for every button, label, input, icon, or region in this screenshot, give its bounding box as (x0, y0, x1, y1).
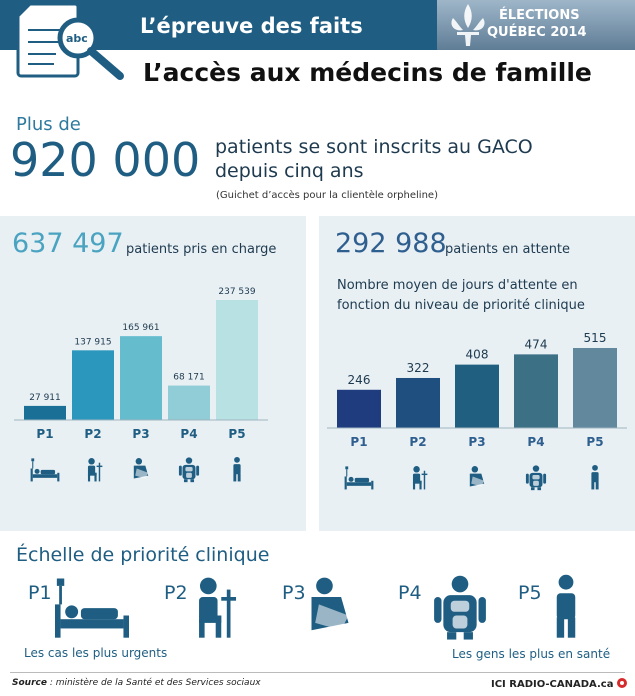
scale-person-icon (557, 575, 576, 638)
bar-P4 (168, 386, 210, 420)
bar-value-label: 322 (406, 360, 430, 375)
organs-icon (526, 465, 546, 490)
source-note (12, 678, 261, 688)
patients-taken-number: 637 497 (12, 228, 124, 259)
summary-text-line1: patients se sont inscrits au GACO (215, 136, 533, 158)
scale-level-p5: P5 (518, 582, 542, 604)
elections-line2: QUÉBEC 2014 (487, 25, 587, 40)
bar-P3 (455, 365, 499, 428)
scale-crutch-person-icon (199, 578, 236, 638)
bar-P3 (120, 336, 162, 420)
bar-P5 (216, 300, 258, 420)
summary-text-line2: depuis cinq ans (215, 160, 364, 182)
scale-level-p3: P3 (282, 582, 306, 604)
most-urgent-label: Les cas les plus urgents (24, 646, 168, 660)
arm-sling-icon (134, 458, 148, 479)
brand-text: ICI RADIO-CANADA.ca (491, 679, 614, 690)
source-text: : ministère de la Santé et des Services sociaux (46, 678, 261, 688)
bar-value-label: 408 (465, 347, 489, 362)
doc-icon-text: abc (66, 32, 88, 45)
bar-value-label: 474 (524, 337, 548, 352)
category-label: P1 (350, 435, 368, 449)
bar-value-label: 246 (347, 372, 371, 387)
scale-icons (0, 572, 635, 642)
bar-value-label: 165 961 (122, 323, 160, 334)
gem-icon (616, 677, 628, 689)
bar-value-label: 237 539 (218, 287, 256, 297)
document-search-icon (0, 0, 130, 80)
category-label: P5 (228, 427, 246, 441)
bar-value-label: 27 911 (29, 392, 61, 403)
category-label: P4 (180, 427, 198, 441)
bed-icon (31, 458, 60, 481)
bar-value-label: 515 (583, 331, 607, 345)
category-label: P3 (132, 427, 150, 441)
brand-logo (491, 677, 628, 690)
bar-P2 (396, 378, 440, 428)
bar-P2 (72, 350, 114, 420)
bar-P4 (514, 354, 558, 428)
organs-icon (179, 457, 199, 482)
category-label: P2 (409, 435, 427, 449)
elections-line1: ÉLECTIONS (499, 8, 580, 23)
crutch-person-icon (413, 466, 427, 489)
footer-divider (10, 672, 625, 673)
person-icon (233, 457, 240, 481)
patients-taken-chart (0, 216, 306, 516)
source-label: Source (12, 678, 47, 688)
scale-bed-icon (55, 579, 129, 638)
category-label: P3 (468, 435, 486, 449)
healthiest-label: Les gens les plus en santé (452, 647, 611, 661)
wait-chart-subtitle-line2: fonction du niveau de priorité clinique (337, 298, 585, 313)
bed-icon (345, 466, 374, 489)
bar-P5 (573, 348, 617, 428)
arm-sling-icon (470, 466, 484, 487)
category-label: P1 (36, 427, 54, 441)
category-label: P2 (84, 427, 102, 441)
fleur-de-lis-icon (443, 0, 493, 50)
crutch-person-icon (88, 458, 102, 481)
scale-level-p2: P2 (164, 582, 188, 604)
summary-note: (Guichet d’accès pour la clientèle orpheline) (216, 190, 438, 201)
bar-P1 (24, 406, 66, 420)
patients-waiting-number: 292 988 (335, 228, 447, 259)
category-label: P5 (586, 435, 604, 449)
bar-value-label: 68 171 (173, 372, 205, 383)
elections-badge (437, 0, 635, 50)
wait-days-chart (319, 216, 635, 516)
scale-arm-sling-icon (312, 578, 349, 631)
section-title: L’épreuve des faits (140, 14, 363, 38)
gaco-total: 920 000 (10, 133, 201, 187)
wait-chart-subtitle-line1: Nombre moyen de jours d'attente en (337, 278, 578, 293)
bar-value-label: 137 915 (74, 337, 112, 348)
scale-organs-icon (434, 576, 486, 640)
scale-level-p4: P4 (398, 582, 422, 604)
category-label: P4 (527, 435, 545, 449)
patients-waiting-label: patients en attente (445, 242, 571, 257)
person-icon (591, 465, 598, 489)
scale-title: Échelle de priorité clinique (16, 544, 270, 566)
bar-P1 (337, 390, 381, 428)
scale-level-p1: P1 (28, 582, 52, 604)
plus-de-label: Plus de (16, 114, 81, 135)
patients-taken-label: patients pris en charge (126, 242, 277, 257)
page-title: L’accès aux médecins de famille (143, 58, 592, 87)
